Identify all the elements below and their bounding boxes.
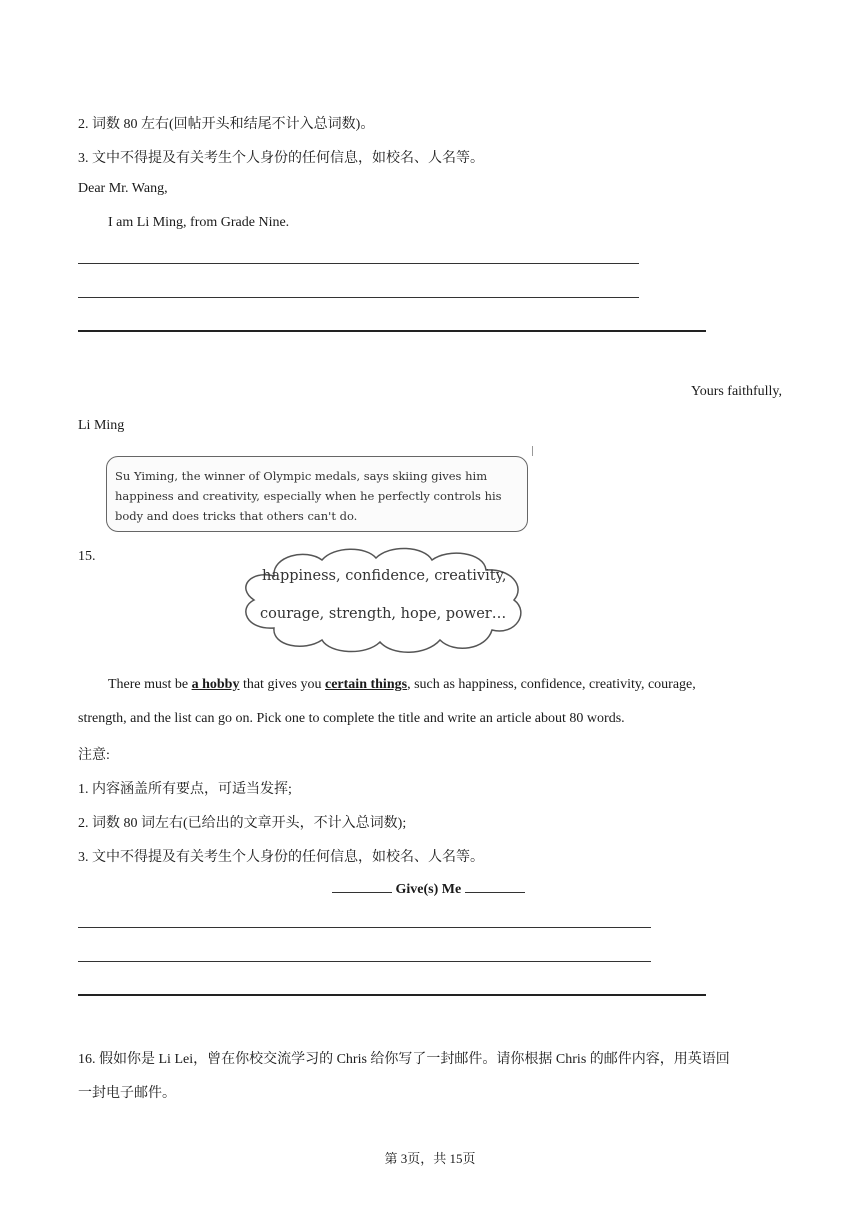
note-3: 3. 文中不得提及有关考生个人身份的任何信息，如校名、人名等。 [78, 850, 484, 865]
letter-closing: Yours faithfully, [690, 384, 782, 399]
requirement-3: 3. 文中不得提及有关考生个人身份的任何信息，如校名、人名等。 [78, 151, 484, 166]
note-2: 2. 词数 80 词左右(已给出的文章开头，不计入总词数); [78, 816, 407, 831]
cloud-line-2: courage, strength, hope, power… [260, 606, 507, 622]
q15-prompt-line-1: There must be a hobby that gives you certain things, such as happiness, confidence, creativity, courage, [108, 677, 696, 692]
note-1: 1. 内容涵盖所有要点，可适当发挥; [78, 782, 292, 797]
answer-line [78, 263, 639, 264]
question-15-number: 15. [78, 549, 96, 564]
quote-text: Su Yiming, the winner of Olympic medals, says skiing gives him happiness and creativity, especially when he perfectly controls his body and does tricks that others can't do. [115, 469, 502, 523]
cloud-line-1: happiness, confidence, creativity, [262, 568, 507, 584]
letter-opening: I am Li Ming, from Grade Nine. [108, 215, 290, 230]
answer-line [78, 961, 651, 962]
letter-salutation: Dear Mr. Wang, [78, 181, 168, 196]
word-cloud [234, 542, 534, 665]
cloud-shape [234, 542, 534, 660]
answer-line [78, 297, 639, 298]
letter-signature: Li Ming [78, 418, 125, 433]
question-16-line-2: 一封电子邮件。 [78, 1086, 176, 1101]
question-16-line-1: 16. 假如你是 Li Lei，曾在你校交流学习的 Chris 给你写了一封邮件。请你根据 Chris 的邮件内容，用英语回 [78, 1052, 730, 1067]
image-edge-mark [532, 446, 533, 456]
requirement-2: 2. 词数 80 左右(回帖开头和结尾不计入总词数)。 [78, 117, 375, 132]
quote-box [106, 456, 528, 532]
q15-prompt-line-2: strength, and the list can go on. Pick one to complete the title and write an article about 80 words. [78, 711, 625, 726]
answer-line [78, 330, 706, 332]
notes-label: 注意: [78, 748, 110, 763]
essay-title: Give(s) Me [332, 880, 525, 898]
answer-line [78, 994, 706, 996]
answer-line [78, 927, 651, 928]
page-footer: 第 3页，共 15页 [384, 1151, 476, 1166]
